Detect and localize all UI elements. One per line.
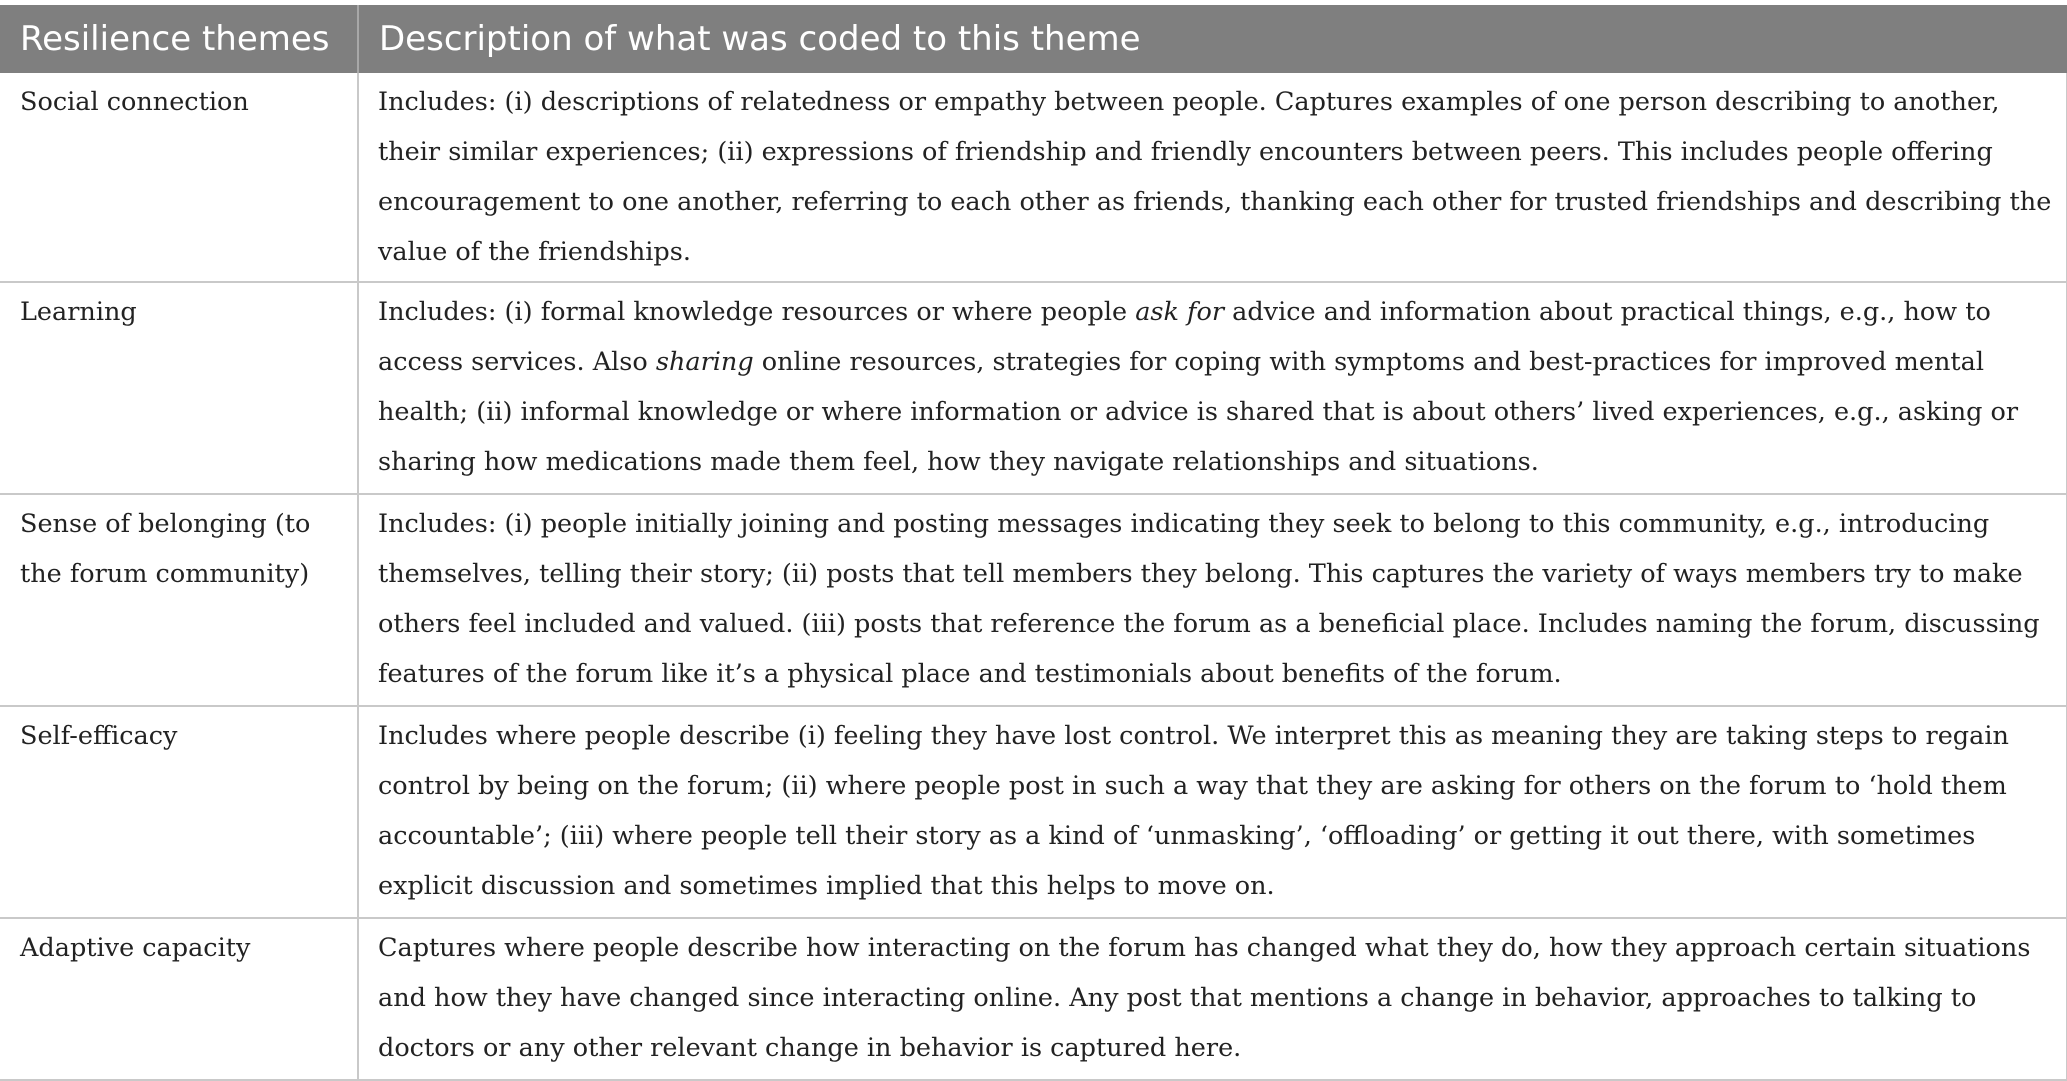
- table-row: [0, 282, 2067, 494]
- table-row: [0, 918, 2067, 1080]
- header-theme: Resilience themes: [0, 5, 358, 73]
- table-header: [0, 5, 2067, 73]
- description-text: Includes: (i) people initially joining and posting messages indicating they seek to belong to this community, e.g., introducing themselves, telling their story; (ii) posts that tell members they belong. This captures the variety of ways members try to make others feel included and valued. (iii) posts that reference the forum as a beneficial place. Includes naming the forum, discussing features of the forum like it’s a physical place and testimonials about benefits of the forum.: [378, 509, 2040, 689]
- table-row: [0, 494, 2067, 706]
- theme-cell: Social connection: [0, 73, 358, 282]
- description-text: advice and information about practical things, e.g., how to access services. Also: [378, 297, 1991, 377]
- description-cell: [358, 494, 2067, 706]
- description-text: Includes: (i) formal knowledge resources or where people: [378, 297, 1136, 327]
- description-emphasis: ask for: [1135, 297, 1225, 327]
- description-text: online resources, strategies for coping with symptoms and best-practices for improved mental health; (ii) informal knowledge or where information or advice is shared that is about others’ lived experiences, e.g., asking or sharing how medications made them feel, how they navigate relationships and situations.: [378, 347, 2019, 477]
- table-body: [0, 73, 2067, 1080]
- header-row: [0, 5, 2067, 73]
- description-cell: [358, 706, 2067, 918]
- description-text: Captures where people describe how interacting on the forum has changed what they do, how they approach certain situations and how they have changed since interacting online. Any post that mentions a change in behavior, approaches to talking to doctors or any other relevant change in behavior is captured here.: [378, 933, 2031, 1063]
- description-cell: [358, 918, 2067, 1080]
- header-description: Description of what was coded to this theme: [358, 5, 2067, 73]
- table-row: [0, 706, 2067, 918]
- theme-cell: Adaptive capacity: [0, 918, 358, 1080]
- description-emphasis: sharing: [655, 347, 754, 377]
- resilience-themes-table: [0, 5, 2067, 1081]
- theme-cell: Self-efficacy: [0, 706, 358, 918]
- theme-cell: Sense of belonging (to the forum community): [0, 494, 358, 706]
- theme-cell: Learning: [0, 282, 358, 494]
- resilience-themes-table-container: [0, 5, 2067, 1081]
- description-cell: [358, 282, 2067, 494]
- description-cell: [358, 73, 2067, 282]
- table-row: [0, 73, 2067, 282]
- description-text: Includes where people describe (i) feeling they have lost control. We interpret this as meaning they are taking steps to regain control by being on the forum; (ii) where people post in such a way that they are asking for others on the forum to ‘hold them accountable’; (iii) where people tell their story as a kind of ‘unmasking’, ‘offloading’ or getting it out there, with sometimes explicit discussion and sometimes implied that this helps to move on.: [378, 721, 2009, 901]
- description-text: Includes: (i) descriptions of relatedness or empathy between people. Captures examples of one person describing to another, their similar experiences; (ii) expressions of friendship and friendly encounters between peers. This includes people offering encouragement to one another, referring to each other as friends, thanking each other for trusted friendships and describing the value of the friendships.: [378, 87, 2052, 267]
